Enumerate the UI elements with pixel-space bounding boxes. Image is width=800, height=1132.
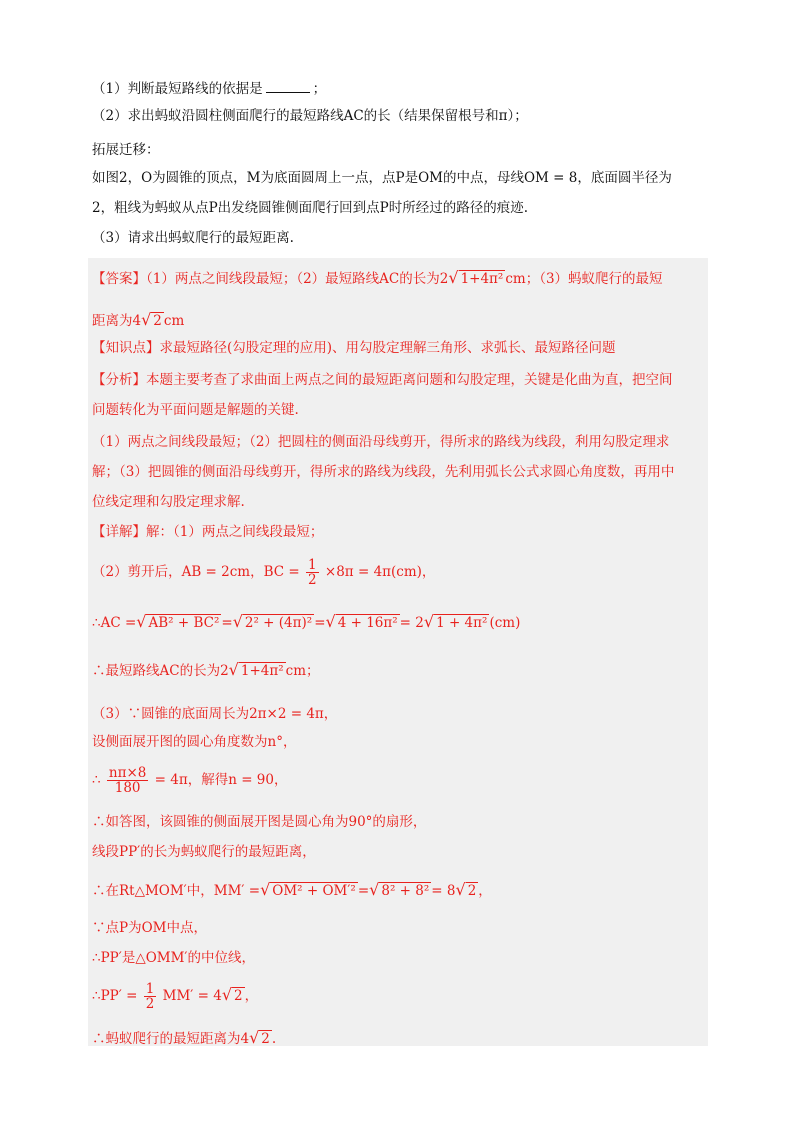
answer-line-1: 【答案】（1）两点之间线段最短；（2）最短路线AC的长为2√ 1+4π² cm；（3）蚂蚁爬行的最短: [92, 268, 663, 287]
detail-line-12: ∴PP′是△OMM′的中位线，: [92, 950, 255, 966]
numerator: 1: [308, 557, 317, 573]
answer-text: 距离为4: [92, 313, 142, 329]
detail-line-7: [92, 766, 288, 795]
detail-line-9: 线段PP′的长为蚂蚁爬行的最短距离，: [92, 844, 316, 860]
detail-line-5: （3）∵圆锥的底面周长为2π×2 = 4π，: [92, 706, 338, 722]
answer-text: cm；（3）蚂蚁爬行的最短: [505, 271, 663, 287]
figure-2-description-line-2: 2，粗线为蚂蚁从点P出发绕圆锥侧面爬行回到点P时所经过的路径的痕迹.: [92, 200, 529, 216]
detail-text: ×8π = 4π(cm)，: [324, 564, 436, 580]
radical: 2: [261, 1031, 270, 1047]
analysis-line-3: （1）两点之间线段最短；（2）把圆柱的侧面沿母线剪开，得所求的路线为线段，利用勾股定理求: [92, 434, 670, 450]
answer-line-2: 距离为4√ 2 cm: [92, 310, 185, 329]
detail-text: ∴AC =: [92, 615, 137, 631]
analysis-line-2: 问题转化为平面问题是解题的关键.: [92, 402, 299, 418]
analysis-line-4: 解；（3）把圆锥的侧面沿母线剪开，得所求的路线为线段，先利用弧长公式求圆心角度数，再用中: [92, 464, 675, 480]
detail-line-3: ∴AC =√ AB² + BC² =√ 2² + (4π)² =√ 4 + 16π² = 2√ 1 + 4π² (cm): [92, 612, 521, 631]
detail-line-8: ∴如答图，该圆锥的侧面展开图是圆心角为90°的扇形，: [92, 814, 427, 830]
radical: 2: [234, 988, 243, 1004]
detail-text: =: [221, 615, 233, 631]
detail-line-13: ∴PP′ = $\frac{1}{2}$ MM′ = 4√ 2 ，: [92, 981, 259, 1012]
detail-text: .: [271, 1031, 277, 1047]
fraction: [144, 982, 157, 1011]
radical: 2: [153, 313, 162, 329]
detail-line-1: 【详解】解：（1）两点之间线段最短；: [92, 524, 324, 540]
denominator: 180: [114, 780, 141, 796]
question-1-text: （1）判断最短路线的依据是: [92, 81, 263, 97]
detail-text: =: [357, 883, 370, 899]
detail-line-2: [92, 558, 435, 587]
extension-title: 拓展迁移：: [92, 142, 160, 158]
detail-text: (cm): [489, 615, 521, 631]
detail-text: ，: [244, 988, 259, 1004]
detail-text: =: [314, 615, 326, 631]
question-1: [92, 78, 326, 99]
detail-line-6: 设侧面展开图的圆心角度数为n°，: [92, 734, 297, 750]
radical: OM² + OM′²: [272, 883, 356, 899]
detail-text: （2）剪开后，AB = 2cm，BC =: [92, 564, 300, 580]
detail-line-11: ∵点P为OM中点，: [92, 920, 207, 936]
analysis-line-1: 【分析】本题主要考查了求曲面上两点之间的最短距离问题和勾股定理，关键是化曲为直，把空间: [92, 372, 673, 388]
radical: 2² + (4π)²: [244, 615, 313, 631]
answer-blank: [266, 78, 310, 93]
detail-text: ∴: [92, 772, 101, 788]
question-2: （2）求出蚂蚁沿圆柱侧面爬行的最短路线AC的长（结果保留根号和π）；: [92, 108, 528, 124]
answer-text: cm: [163, 313, 185, 329]
detail-text: ∴在Rt△MOM′中，MM′ =: [92, 883, 261, 899]
denominator: 2: [308, 572, 317, 588]
detail-text: = 8: [431, 883, 456, 899]
numerator: 1: [145, 981, 155, 997]
detail-line-4: ∴最短路线AC的长为2√ 1+4π² cm；: [92, 660, 320, 679]
detail-line-14: ∴蚂蚁爬行的最短距离为4√ 2 .: [92, 1028, 277, 1047]
question-1-end: ；: [312, 81, 327, 97]
radical: AB² + BC²: [148, 615, 220, 631]
knowledge-points: 【知识点】求最短路径(勾股定理的应用)、用勾股定理解三角形、求弧长、最短路径问题: [92, 340, 616, 356]
fraction: [306, 558, 319, 587]
detail-text: ∴最短路线AC的长为2: [92, 663, 229, 679]
answer-text: 【答案】（1）两点之间线段最短；（2）最短路线AC的长为2: [92, 271, 449, 287]
analysis-line-5: 位线定理和勾股定理求解.: [92, 494, 245, 510]
detail-text: ∴PP′ =: [92, 988, 138, 1004]
radical: 1+4π²: [460, 271, 504, 287]
radical: 1+4π²: [240, 663, 284, 679]
radical: 4 + 16π²: [337, 615, 398, 631]
radical: 1 + 4π²: [436, 615, 488, 631]
detail-text: ，: [478, 883, 492, 899]
detail-line-10: ∴在Rt△MOM′中，MM′ =√ OM² + OM′² =√ 8² + 8² = 8√ 2 ，: [92, 880, 492, 899]
detail-text: = 4π，解得n = 90，: [154, 772, 288, 788]
radical: 8² + 8²: [381, 883, 430, 899]
detail-text: cm；: [285, 663, 320, 679]
detail-text: MM′ = 4: [162, 988, 222, 1004]
radical: 2: [467, 883, 477, 899]
numerator: nπ×8: [108, 765, 147, 781]
question-3: （3）请求出蚂蚁爬行的最短距离.: [92, 230, 294, 246]
denominator: 2: [145, 996, 155, 1012]
detail-text: = 2: [399, 615, 424, 631]
detail-text: ∴蚂蚁爬行的最短距离为4: [92, 1031, 250, 1047]
figure-2-description-line-1: 如图2，O为圆锥的顶点，M为底面圆周上一点，点P是OM的中点，母线OM = 8，底面圆半径为: [92, 170, 672, 186]
fraction: [107, 766, 148, 795]
